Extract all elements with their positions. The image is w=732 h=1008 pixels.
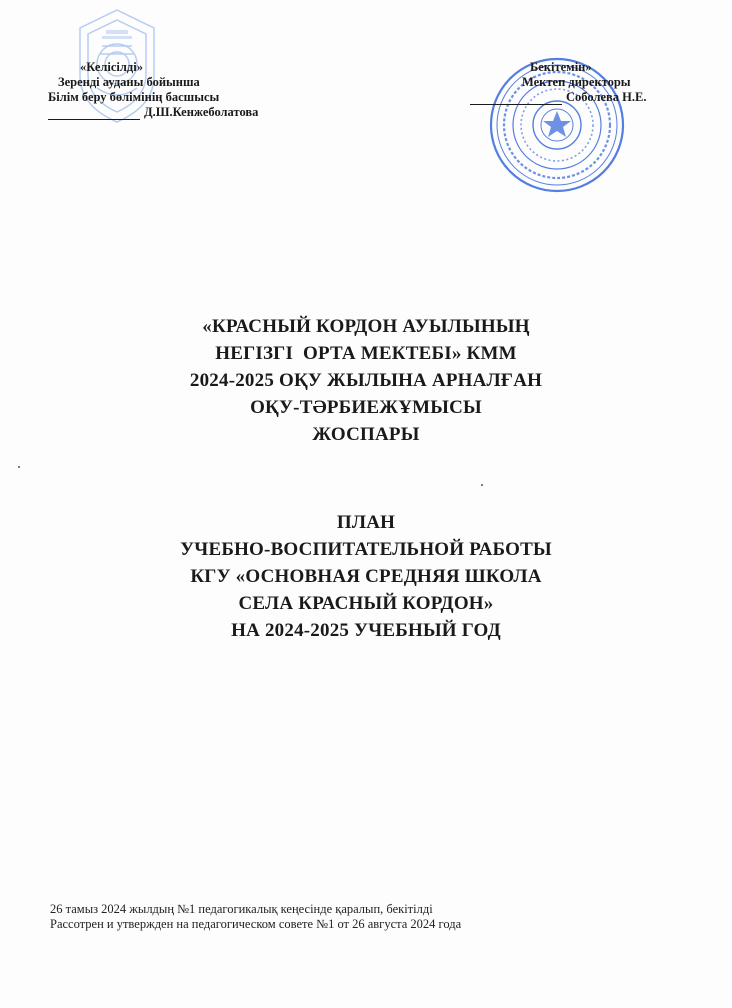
title-kazakh [0, 313, 732, 448]
title-ru-line: ПЛАН [336, 512, 396, 533]
signature-line [470, 92, 562, 105]
signer-name-left: Д.Ш.Кенжеболатова [144, 105, 259, 119]
signature-line [48, 107, 140, 120]
approved-heading: Бекітемін» [530, 60, 592, 74]
title-ru-line: КГУ «ОСНОВНАЯ СРЕДНЯЯ ШКОЛА [190, 566, 542, 587]
approval-block-agreed [48, 60, 298, 120]
title-russian [0, 509, 732, 644]
footer-line-ru: Рассотрен и утвержден на педагогическом совете №1 от 26 августа 2024 года [50, 917, 462, 931]
signature-row-left [48, 105, 298, 120]
title-kz-line: 2024-2025 ОҚУ ЖЫЛЫНА АРНАЛҒАН [189, 370, 543, 391]
footer-line-kz: 26 тамыз 2024 жылдың №1 педагогикалық кеңесінде қаралып, бекітілді [50, 902, 433, 916]
approval-block-approved [470, 60, 690, 105]
director-title-line: Мектеп директоры [522, 75, 631, 89]
title-ru-line: УЧЕБНО-ВОСПИТАТЕЛЬНОЙ РАБОТЫ [180, 539, 552, 560]
agreed-heading: «Келісілді» [80, 60, 143, 74]
signature-row-right [470, 90, 690, 105]
title-ru-line: СЕЛА КРАСНЫЙ КОРДОН» [238, 593, 494, 614]
scan-speck [481, 484, 483, 486]
title-ru-line: НА 2024-2025 УЧЕБНЫЙ ГОД [231, 620, 501, 641]
title-kz-line: ОҚУ-ТӘРБИЕЖҰМЫСЫ [250, 397, 482, 418]
title-kz-line: «КРАСНЫЙ КОРДОН АУЫЛЫНЫҢ [202, 316, 530, 337]
title-kz-line: ЖОСПАРЫ [312, 424, 420, 445]
district-line: Зеренді ауданы бойынша [58, 75, 200, 89]
signer-name-right: Соболева Н.Е. [566, 90, 647, 104]
title-kz-line: НЕГІЗГІ ОРТА МЕКТЕБІ» КММ [215, 343, 517, 364]
approval-footer [50, 902, 461, 932]
scan-speck [18, 466, 20, 468]
department-head-line: Білім беру бөлімінің басшысы [48, 90, 220, 104]
